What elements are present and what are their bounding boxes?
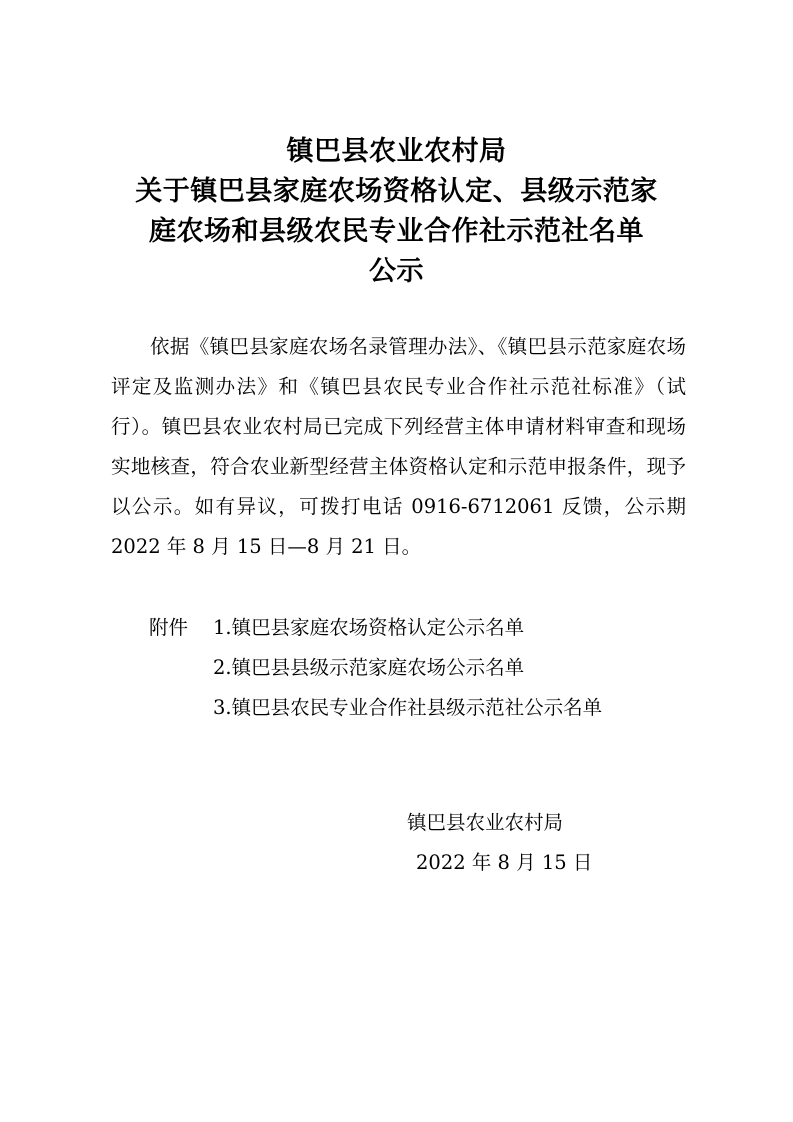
signature-date: 2022 年 8 月 15 日 [416,851,593,874]
attachment-item: 3.镇巴县农民专业合作社县级示范社公示名单 [213,696,603,719]
title-line-3: 庭农场和县级农民专业合作社示范社名单 [149,216,644,247]
attachment-row-2 [149,648,602,688]
attachment-row-3 [149,688,602,728]
title-line-4: 公示 [369,256,424,287]
attachments-label: 附件 [149,616,189,639]
attachment-row-1 [149,608,602,648]
title-line-issuer: 镇巴县农业农村局 [286,136,507,167]
title-line-2: 关于镇巴县家庭农场资格认定、县级示范家 [135,176,658,207]
attachment-item: 2.镇巴县县级示范家庭农场公示名单 [213,656,525,679]
document-title [0,132,793,292]
body-paragraph: 依据《镇巴县家庭农场名录管理办法》、《镇巴县示范家庭农场评定及监测办法》和《镇巴县农民专业合作社示范社标准》（试行）。镇巴县农业农村局已完成下列经营主体申请材料审查和现场实地核查，符合农业新型经营主体资格认定和示范申报条件，现予以公示。如有异议，可拨打电话 0916-6712061 反馈，公示期 2022 年 8 月 15 日—8 月 21 日。 [111,335,686,558]
attachment-item: 1.镇巴县家庭农场资格认定公示名单 [213,616,525,639]
signature-organization: 镇巴县农业农村局 [407,811,564,834]
attachments-list [149,608,602,728]
